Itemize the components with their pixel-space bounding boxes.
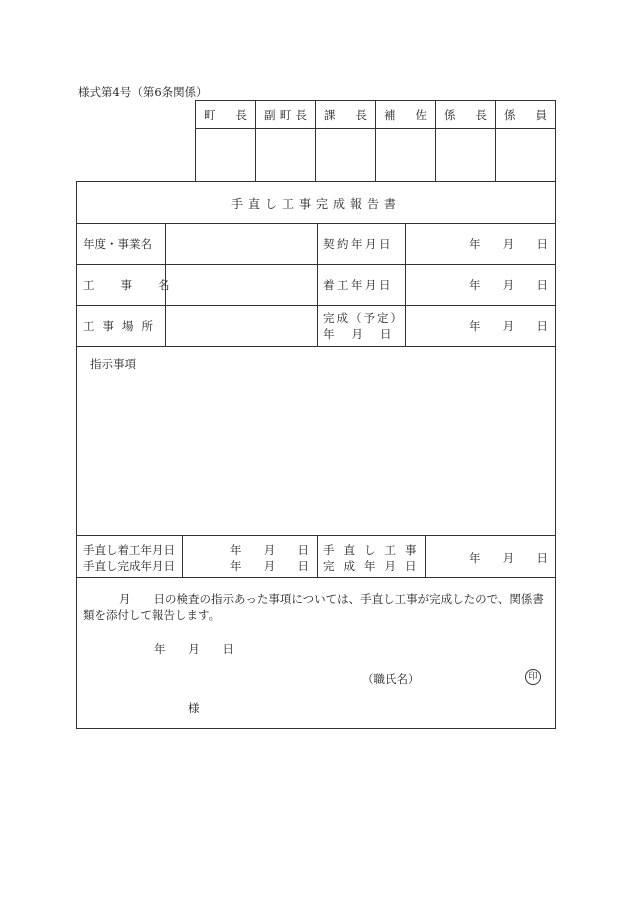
- completion-report-form: [76, 181, 556, 729]
- form-number-label: 様式第4号（第6条関係）: [78, 85, 208, 99]
- stamp-box-assistant[interactable]: [376, 129, 436, 182]
- work-name-field[interactable]: [166, 265, 316, 305]
- fix-start-date-label: 手直し着工年月日: [83, 543, 175, 557]
- row-divider: [77, 305, 555, 306]
- completion-date-label-line2: 年月日: [323, 327, 409, 341]
- column-divider: [317, 223, 318, 346]
- fix-work-completion-date-label: 完成年月日: [323, 559, 426, 573]
- completion-date-label-line1: 完成（予定）: [323, 311, 404, 325]
- approval-stamp-table: [195, 100, 556, 182]
- approval-header-deputy-mayor: 副 町 長: [256, 101, 316, 129]
- stamp-box-section-chief[interactable]: [316, 129, 376, 182]
- work-location-label: 工事場所: [83, 319, 161, 333]
- report-date-field[interactable]: 年 月 日: [154, 642, 234, 656]
- work-location-field[interactable]: [166, 306, 316, 346]
- completion-date-field[interactable]: 年 月 日: [469, 319, 548, 333]
- official-name-label: （職氏名）: [362, 672, 420, 686]
- stamp-box-mayor[interactable]: [196, 129, 256, 182]
- row-divider: [77, 264, 555, 265]
- fix-work-label: 手直し工事: [323, 543, 426, 557]
- seal-mark: 印: [525, 669, 541, 685]
- fix-work-completion-date-field[interactable]: 年 月 日: [469, 551, 548, 565]
- approval-header-section-chief: 課 長: [316, 101, 376, 129]
- addressee-suffix: 様: [188, 701, 200, 715]
- fix-start-date-field[interactable]: 年 月 日: [230, 543, 309, 557]
- contract-date-label: 契約年月日: [323, 237, 393, 251]
- contract-date-field[interactable]: 年 月 日: [469, 237, 548, 251]
- row-divider: [77, 223, 555, 224]
- report-statement-line1: 月 日の検査の指示あった事項については、手直し工事が完成したので、関係書: [119, 592, 544, 606]
- work-name-label: 工事名: [83, 278, 196, 292]
- instructions-field[interactable]: [77, 347, 555, 535]
- stamp-box-deputy-mayor[interactable]: [256, 129, 316, 182]
- instructions-label: 指示事項: [90, 357, 136, 371]
- stamp-box-unit-chief[interactable]: [436, 129, 496, 182]
- approval-stamp-row: [196, 129, 556, 182]
- column-divider: [182, 535, 183, 577]
- form-title: 手直し工事完成報告書: [230, 197, 401, 211]
- row-divider: [77, 535, 555, 536]
- approval-header-mayor: 町 長: [196, 101, 256, 129]
- fix-complete-date-label: 手直し完成年月日: [83, 559, 175, 573]
- fiscal-year-project-field[interactable]: [166, 224, 316, 264]
- approval-header-row: [196, 101, 556, 129]
- start-date-field[interactable]: 年 月 日: [469, 278, 548, 292]
- row-divider: [77, 577, 555, 578]
- column-divider: [317, 535, 318, 577]
- stamp-box-staff[interactable]: [496, 129, 556, 182]
- approval-header-assistant: 補 佐: [376, 101, 436, 129]
- report-statement-line2: 類を添付して報告します。: [83, 608, 221, 622]
- approval-header-staff: 係 員: [496, 101, 556, 129]
- start-date-label: 着工年月日: [323, 278, 393, 292]
- fiscal-year-project-label: 年度・事業名: [83, 237, 152, 251]
- fix-complete-date-field[interactable]: 年 月 日: [230, 559, 309, 573]
- approval-header-unit-chief: 係 長: [436, 101, 496, 129]
